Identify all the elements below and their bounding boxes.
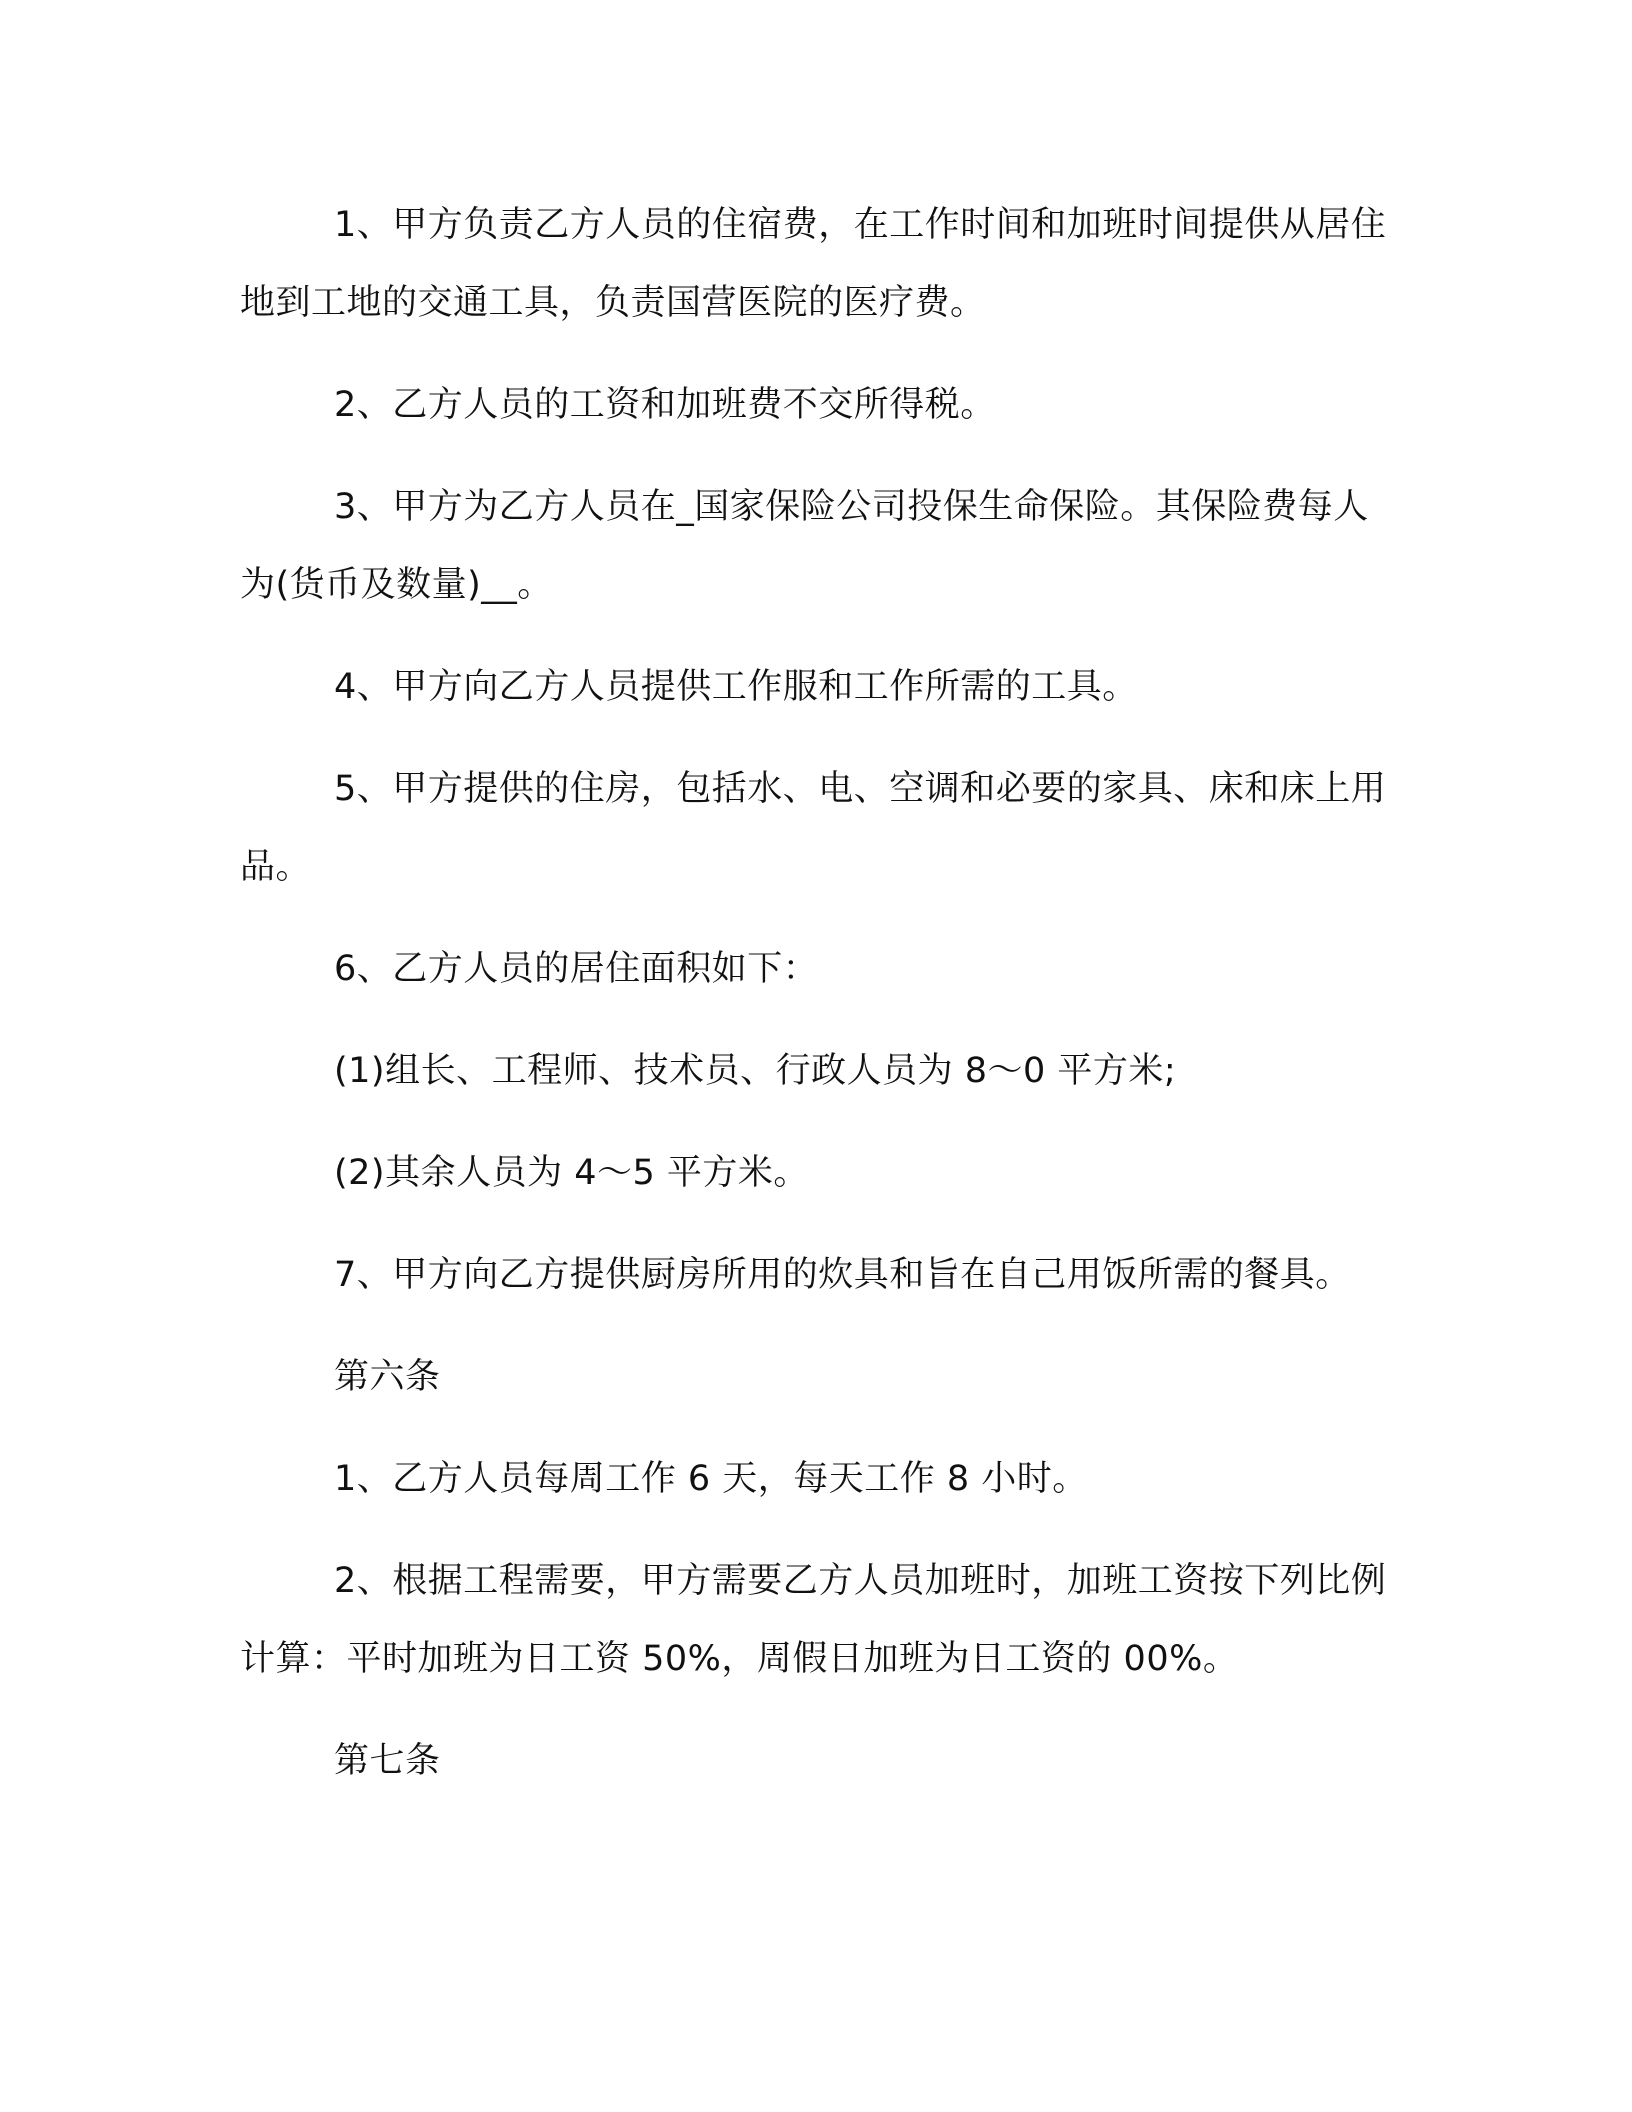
paragraph-6: 6、乙方人员的居住面积如下： [334,949,819,989]
paragraph-spacer [240,1314,1400,1338]
paragraph-7: 7、甲方向乙方提供厨房所用的炊具和旨在自己用饭所需的餐具。 [334,1255,1351,1295]
section-heading-article-6: 第六条 [334,1357,441,1397]
article-6-paragraph-1: 1、乙方人员每周工作 6 天，每天工作 8 小时。 [334,1459,1088,1499]
paragraph-3: 3、甲方为乙方人员在_国家保险公司投保生命保险。其保险费每人为(货币及数量)__。 [240,487,1369,605]
paragraph-spacer [240,1110,1400,1134]
paragraph-2: 2、乙方人员的工资和加班费不交所得税。 [334,385,996,425]
paragraph-5: 5、甲方提供的住房，包括水、电、空调和必要的家具、床和床上用品。 [240,769,1387,887]
paragraph-1: 1、甲方负责乙方人员的住宿费，在工作时间和加班时间提供从居住地到工地的交通工具，负责国营医院的医疗费。 [240,205,1387,323]
paragraph-spacer [240,1008,1400,1032]
article-6-paragraph-2: 2、根据工程需要，甲方需要乙方人员加班时，加班工资按下列比例计算：平时加班为日工资 50%，周假日加班为日工资的 00%。 [240,1561,1387,1679]
paragraph-spacer [240,906,1400,930]
paragraph-spacer [240,444,1400,468]
paragraph-spacer [240,726,1400,750]
paragraph-spacer [240,624,1400,648]
paragraph-spacer [240,1212,1400,1236]
paragraph-6-item-2: (2)其余人员为 4～5 平方米。 [334,1153,809,1193]
paragraph-spacer [240,1698,1400,1722]
section-heading-article-7: 第七条 [334,1741,441,1781]
paragraph-4: 4、甲方向乙方人员提供工作服和工作所需的工具。 [334,667,1138,707]
paragraph-spacer [240,342,1400,366]
paragraph-6-item-1: (1)组长、工程师、技术员、行政人员为 8～0 平方米; [334,1051,1177,1091]
document-body [240,186,1400,1800]
paragraph-spacer [240,1416,1400,1440]
paragraph-spacer [240,1518,1400,1542]
